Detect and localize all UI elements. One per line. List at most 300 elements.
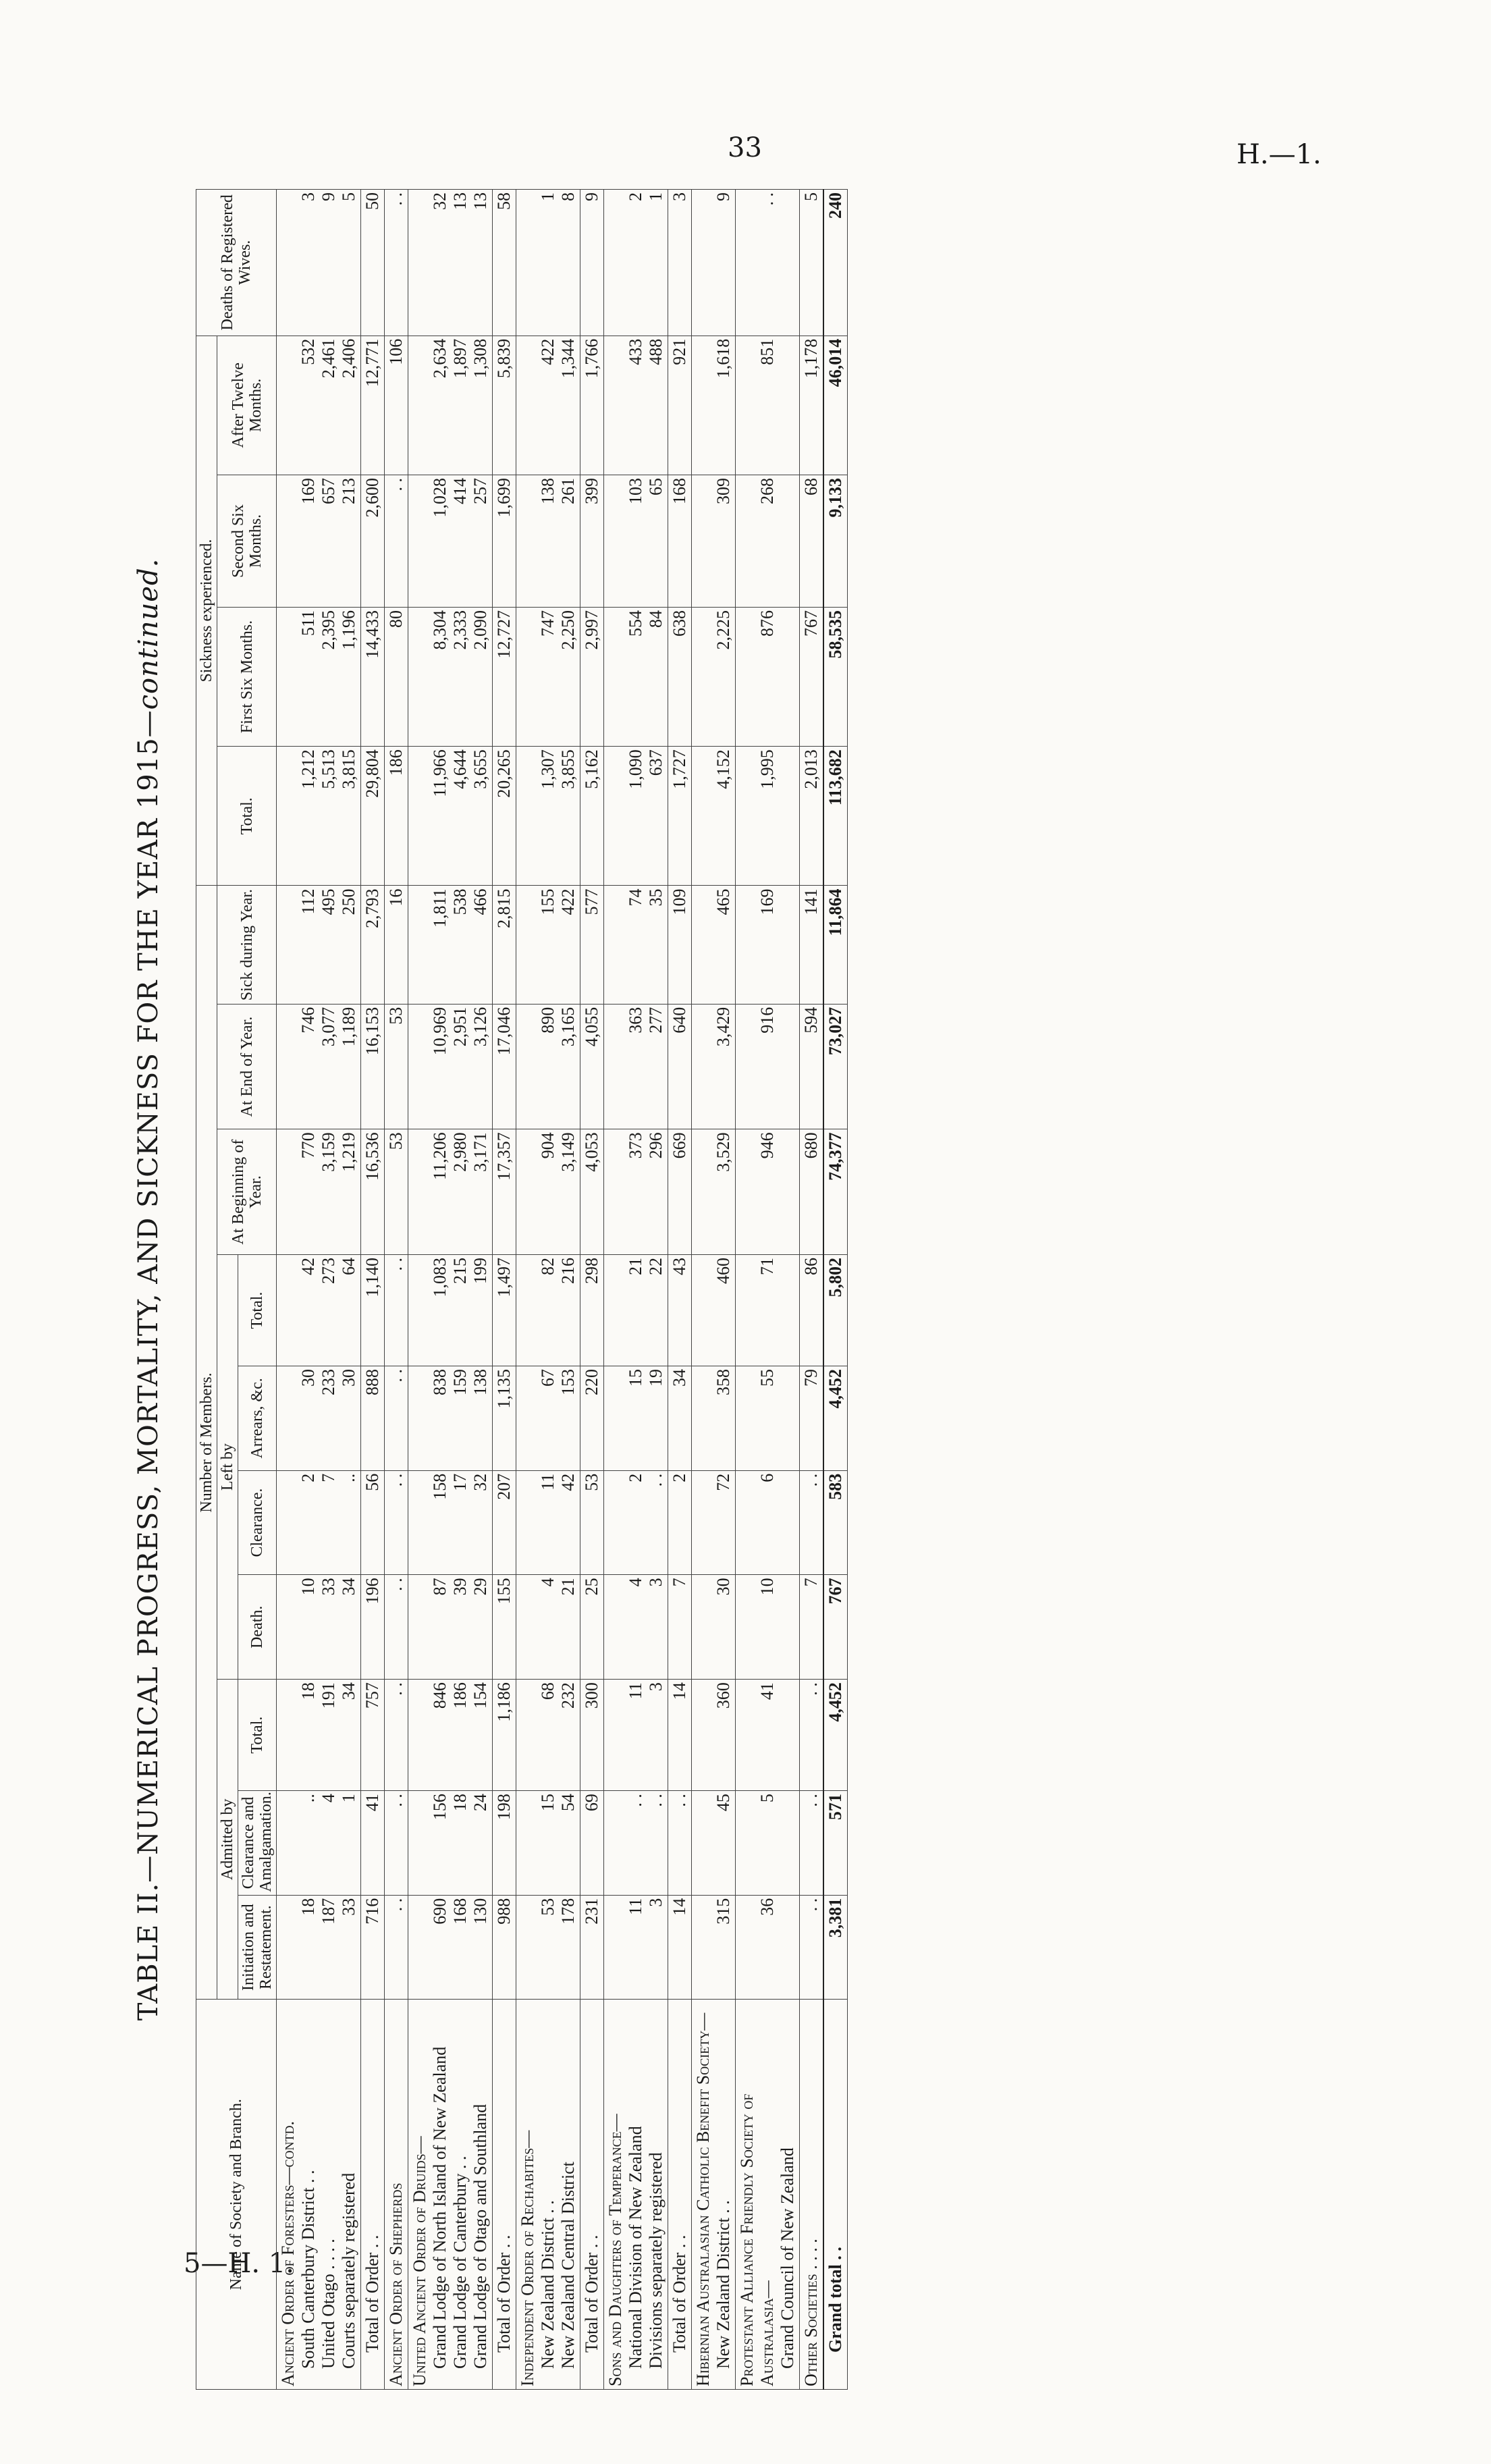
cell-after-twelve — [516, 336, 580, 475]
cell-admitted-total — [823, 1680, 848, 1791]
cell-death — [361, 1575, 385, 1680]
cell-arrears — [361, 1366, 385, 1471]
cell-admitted-total — [408, 1680, 493, 1791]
cell-value: 186 — [450, 1682, 470, 1709]
cell-value: 690 — [430, 1898, 450, 1925]
cell-value: 2,793 — [362, 888, 382, 928]
cell-value: 8 — [558, 192, 578, 201]
cell-clearance — [516, 1470, 580, 1575]
cell-value: 216 — [558, 1258, 578, 1285]
cell-at-end — [800, 1004, 824, 1129]
cell-value: 2 — [670, 1473, 689, 1482]
cell-value: 138 — [538, 478, 558, 505]
cell-death — [385, 1575, 408, 1680]
cell-left-total — [604, 1255, 668, 1366]
cell-value: 4,055 — [582, 1007, 601, 1047]
spacer — [737, 1369, 757, 1468]
cell-first-six — [604, 607, 668, 746]
cell-value: 1,497 — [494, 1258, 514, 1297]
cell-value: 1,219 — [339, 1132, 358, 1172]
spacer — [605, 1132, 626, 1252]
cell-value: 19 — [646, 1369, 666, 1387]
spacer — [410, 888, 430, 1000]
cell-after-twelve — [604, 336, 668, 475]
cell-value: 716 — [362, 1898, 382, 1925]
cell-at-end — [692, 1004, 736, 1129]
cell-death — [668, 1575, 692, 1680]
spacer — [410, 339, 430, 472]
statistics-table — [196, 189, 848, 2390]
cell-value: 17 — [450, 1473, 470, 1491]
cell-after-twelve — [493, 336, 516, 475]
cell-value: 3 — [646, 1578, 666, 1587]
cell-after-twelve — [277, 336, 361, 475]
cell-value: 888 — [362, 1369, 382, 1396]
cell-value: 640 — [670, 1007, 689, 1034]
table-row — [361, 190, 385, 2390]
cell-arrears — [580, 1366, 604, 1471]
spacer — [737, 1258, 757, 1363]
spacer — [693, 1682, 713, 1788]
cell-value: 106 — [386, 338, 406, 365]
cell-value: 1,189 — [339, 1007, 358, 1047]
header-arrears: Arrears, &c. — [238, 1366, 277, 1471]
cell-left-total — [493, 1255, 516, 1366]
cell-sick-total — [277, 747, 361, 886]
cell-after-twelve — [736, 336, 800, 475]
cell-value: 3,077 — [319, 1007, 338, 1047]
cell-at-end — [408, 1004, 493, 1129]
cell-deaths-wives — [361, 190, 385, 336]
cell-at-end — [516, 1004, 580, 1129]
cell-value: . . — [801, 1682, 821, 1696]
cell-value: . . — [801, 1794, 821, 1807]
spacer — [278, 478, 298, 604]
cell-death — [516, 1575, 580, 1680]
cell-initiation — [516, 1895, 580, 2000]
cell-value: 4 — [538, 1578, 558, 1587]
cell-death — [604, 1575, 668, 1680]
cell-clearance-amalg — [385, 1791, 408, 1896]
row-name-line: New Zealand District . . — [713, 2200, 733, 2369]
cell-at-beginning — [604, 1129, 668, 1255]
cell-value: 207 — [494, 1473, 514, 1500]
cell-value: 838 — [430, 1369, 450, 1396]
cell-value: 215 — [450, 1258, 470, 1285]
spacer — [278, 192, 298, 333]
spacer — [410, 610, 430, 743]
spacer — [605, 1258, 626, 1363]
sheet-reference: 5—H. 1. — [184, 2248, 294, 2279]
spacer — [518, 1898, 538, 1997]
cell-at-beginning — [668, 1129, 692, 1255]
cell-value: 11 — [626, 1682, 645, 1700]
cell-value: 71 — [757, 1258, 777, 1276]
cell-value: 18 — [298, 1898, 318, 1916]
cell-value: 74,377 — [825, 1132, 845, 1181]
cell-deaths-wives — [800, 190, 824, 336]
cell-value: 34 — [339, 1578, 358, 1596]
cell-value: 3,149 — [558, 1132, 578, 1172]
cell-left-total — [668, 1255, 692, 1366]
cell-value: 2 — [626, 1473, 645, 1482]
cell-value: 4 — [319, 1794, 338, 1803]
cell-value: 433 — [626, 338, 645, 365]
cell-second-six — [361, 475, 385, 608]
cell-value: 257 — [470, 478, 490, 505]
page-number: 33 — [728, 132, 762, 163]
cell-value: 1,766 — [582, 338, 601, 379]
cell-at-end — [736, 1004, 800, 1129]
cell-at-beginning — [516, 1129, 580, 1255]
cell-value: 32 — [470, 1473, 490, 1491]
cell-value: 130 — [470, 1898, 490, 1925]
cell-value: 169 — [298, 478, 318, 505]
cell-value: 17,357 — [494, 1132, 514, 1181]
cell-value: . . — [386, 478, 406, 491]
spacer — [737, 1474, 757, 1572]
cell-value: 946 — [757, 1132, 777, 1159]
cell-value: 46,014 — [825, 338, 845, 387]
cell-value: 186 — [386, 749, 406, 776]
spacer — [737, 1578, 757, 1676]
cell-value: 298 — [582, 1258, 601, 1285]
cell-at-beginning — [692, 1129, 736, 1255]
cell-death — [823, 1575, 848, 1680]
spacer — [693, 339, 713, 472]
cell-value: 154 — [470, 1682, 490, 1709]
header-name: Name of Society and Branch. — [196, 2000, 277, 2390]
row-name-line: Divisions separately registered — [646, 2152, 666, 2369]
table-row — [580, 190, 604, 2390]
cell-second-six — [493, 475, 516, 608]
cell-value: 2,090 — [470, 610, 490, 650]
cell-value: 11,864 — [825, 888, 845, 936]
spacer — [518, 1794, 538, 1892]
cell-value: 3,159 — [319, 1132, 338, 1172]
cell-value: . . — [801, 1898, 821, 1912]
cell-value: 2,395 — [319, 610, 338, 650]
cell-after-twelve — [408, 336, 493, 475]
cell-sick-during — [277, 886, 361, 1004]
cell-value: 921 — [670, 338, 689, 365]
header-sick-total: Total. — [217, 747, 277, 886]
cell-arrears — [408, 1366, 493, 1471]
spacer — [278, 1474, 298, 1572]
spacer — [518, 1132, 538, 1252]
cell-value: 87 — [430, 1578, 450, 1596]
cell-left-total — [408, 1255, 493, 1366]
cell-value: 41 — [362, 1794, 382, 1812]
cell-value: 1,699 — [494, 478, 514, 518]
cell-after-twelve — [668, 336, 692, 475]
cell-value: 3,429 — [713, 1007, 733, 1047]
cell-value: 10 — [757, 1578, 777, 1596]
cell-left-total — [361, 1255, 385, 1366]
cell-value: 488 — [646, 338, 666, 365]
cell-clearance — [823, 1470, 848, 1575]
cell-value: 11,206 — [430, 1132, 450, 1180]
spacer — [605, 478, 626, 604]
cell-value: 583 — [825, 1473, 845, 1500]
row-name-line: Grand Lodge of Otago and Southland — [470, 2104, 490, 2369]
spacer — [518, 478, 538, 604]
cell-deaths-wives — [604, 190, 668, 336]
spacer — [737, 478, 757, 604]
cell-value: 30 — [298, 1369, 318, 1387]
spacer — [605, 1682, 626, 1788]
cell-first-six — [516, 607, 580, 746]
cell-admitted-total — [692, 1680, 736, 1791]
cell-value: 1,307 — [538, 749, 558, 789]
cell-clearance-amalg — [668, 1791, 692, 1896]
cell-death — [493, 1575, 516, 1680]
cell-value: 2,951 — [450, 1007, 470, 1047]
spacer — [693, 1369, 713, 1468]
cell-value: 358 — [713, 1369, 733, 1396]
cell-value: 1,308 — [470, 338, 490, 379]
cell-at-end — [580, 1004, 604, 1129]
header-admitted-by: Admitted by — [217, 1680, 238, 2000]
cell-value: 5 — [757, 1794, 777, 1803]
cell-value: 20,265 — [494, 749, 514, 798]
row-name-line: New Zealand District . . — [538, 2200, 558, 2369]
cell-value: 178 — [558, 1898, 578, 1925]
cell-second-six — [516, 475, 580, 608]
cell-sick-during — [361, 886, 385, 1004]
spacer — [737, 1132, 757, 1252]
cell-value: 1,135 — [494, 1369, 514, 1409]
cell-value: 637 — [646, 749, 666, 776]
cell-value: 8,304 — [430, 610, 450, 650]
cell-value: 9 — [582, 192, 601, 201]
row-name-line: Grand total . . — [825, 2247, 845, 2353]
cell-value: 746 — [298, 1007, 318, 1034]
table-row — [692, 190, 736, 2390]
cell-deaths-wives — [668, 190, 692, 336]
cell-value: 851 — [757, 338, 777, 365]
cell-value: 1,028 — [430, 478, 450, 518]
row-name-line: Grand Lodge of North Island of New Zealand — [430, 2046, 450, 2369]
cell-value: . . — [801, 1473, 821, 1487]
cell-at-end — [823, 1004, 848, 1129]
cell-left-total — [277, 1255, 361, 1366]
cell-first-six — [800, 607, 824, 746]
cell-deaths-wives — [823, 190, 848, 336]
cell-sick-total — [493, 747, 516, 886]
cell-sick-during — [408, 886, 493, 1004]
cell-value: 4 — [626, 1578, 645, 1587]
spacer — [605, 749, 626, 882]
cell-value: 399 — [582, 478, 601, 505]
header-left-total: Total. — [238, 1255, 277, 1366]
cell-value: 15 — [538, 1794, 558, 1812]
cell-initiation — [668, 1895, 692, 2000]
cell-arrears — [736, 1366, 800, 1471]
cell-death — [408, 1575, 493, 1680]
cell-initiation — [277, 1895, 361, 2000]
cell-value: 5 — [801, 192, 821, 201]
cell-value: . . — [386, 1578, 406, 1591]
cell-second-six — [604, 475, 668, 608]
cell-value: 5,162 — [582, 749, 601, 789]
cell-value: 7 — [801, 1578, 821, 1587]
cell-clearance — [580, 1470, 604, 1575]
cell-sick-total — [408, 747, 493, 886]
spacer — [693, 478, 713, 604]
cell-value: 9 — [713, 192, 733, 201]
cell-death — [736, 1575, 800, 1680]
cell-value: 18 — [450, 1794, 470, 1812]
cell-value: 988 — [494, 1898, 514, 1925]
cell-value: 56 — [362, 1473, 382, 1491]
cell-second-six — [385, 475, 408, 608]
spacer — [278, 888, 298, 1000]
cell-value: 17,046 — [494, 1007, 514, 1056]
spacer — [518, 610, 538, 743]
cell-value: 50 — [362, 192, 382, 210]
spacer — [737, 1682, 757, 1788]
cell-value: 2,600 — [362, 478, 382, 518]
cell-value: 2,406 — [339, 338, 358, 379]
spacer — [737, 339, 757, 472]
cell-value: 34 — [670, 1369, 689, 1387]
cell-value: 250 — [339, 888, 358, 915]
row-name-cell — [800, 2000, 824, 2390]
cell-clearance-amalg — [493, 1791, 516, 1896]
row-name-cell — [361, 2000, 385, 2390]
row-name-cell — [516, 2000, 580, 2390]
cell-value: 2,980 — [450, 1132, 470, 1172]
cell-value: 53 — [582, 1473, 601, 1491]
cell-value: 53 — [538, 1898, 558, 1916]
cell-admitted-total — [516, 1680, 580, 1791]
spacer — [410, 749, 430, 882]
cell-clearance-amalg — [277, 1791, 361, 1896]
cell-value: 1,186 — [494, 1682, 514, 1722]
cell-value: 86 — [801, 1258, 821, 1276]
cell-value: 7 — [319, 1473, 338, 1482]
cell-death — [277, 1575, 361, 1680]
cell-value: 1 — [538, 192, 558, 201]
spacer — [278, 339, 298, 472]
cell-at-beginning — [385, 1129, 408, 1255]
cell-value: 191 — [319, 1682, 338, 1709]
spacer — [278, 1369, 298, 1468]
spacer — [693, 888, 713, 1000]
cell-arrears — [385, 1366, 408, 1471]
cell-clearance-amalg — [580, 1791, 604, 1896]
cell-clearance — [604, 1470, 668, 1575]
cell-value: 3,381 — [825, 1898, 845, 1938]
spacer — [278, 610, 298, 743]
table-row — [493, 190, 516, 2390]
spacer — [518, 1007, 538, 1127]
cell-value: 58,535 — [825, 610, 845, 659]
spacer — [518, 749, 538, 882]
cell-clearance-amalg — [736, 1791, 800, 1896]
spacer — [410, 192, 430, 333]
cell-sick-during — [823, 886, 848, 1004]
row-name-cell — [493, 2000, 516, 2390]
cell-deaths-wives — [692, 190, 736, 336]
table-row — [408, 190, 493, 2390]
row-name-cell — [408, 2000, 493, 2390]
cell-value: 554 — [626, 610, 645, 637]
spacer — [278, 1258, 298, 1363]
cell-value: .. — [298, 1794, 318, 1803]
row-name-line: South Canterbury District . . — [298, 2170, 318, 2369]
cell-value: 1,178 — [801, 338, 821, 379]
spacer — [518, 1369, 538, 1468]
cell-after-twelve — [580, 336, 604, 475]
cell-value: 2 — [298, 1473, 318, 1482]
cell-clearance — [736, 1470, 800, 1575]
cell-value: . . — [386, 1794, 406, 1807]
cell-value: 315 — [713, 1898, 733, 1925]
cell-value: 4,644 — [450, 749, 470, 789]
cell-value: . . — [386, 1369, 406, 1383]
spacer — [410, 1132, 430, 1252]
cell-value: 43 — [670, 1258, 689, 1276]
cell-value: 21 — [626, 1258, 645, 1276]
cell-second-six — [580, 475, 604, 608]
cell-value: 55 — [757, 1369, 777, 1387]
cell-arrears — [604, 1366, 668, 1471]
spacer — [605, 1794, 626, 1892]
cell-initiation — [408, 1895, 493, 2000]
cell-value: 1,727 — [670, 749, 689, 789]
cell-sick-total — [516, 747, 580, 886]
cell-arrears — [668, 1366, 692, 1471]
cell-value: 155 — [538, 888, 558, 915]
spacer — [737, 888, 757, 1000]
spacer — [278, 1682, 298, 1788]
header-left-by: Left by — [217, 1255, 238, 1680]
cell-value: 5,513 — [319, 749, 338, 789]
table-row — [277, 190, 361, 2390]
cell-sick-during — [668, 886, 692, 1004]
row-name-line: Sons and Daughters of Temperance— — [605, 2114, 625, 2386]
cell-at-beginning — [361, 1129, 385, 1255]
cell-value: 373 — [626, 1132, 645, 1159]
cell-value: 495 — [319, 888, 338, 915]
row-name-line: Ancient Order of Shepherds — [386, 2182, 406, 2386]
cell-after-twelve — [361, 336, 385, 475]
cell-value: 11,966 — [430, 749, 450, 797]
cell-at-end — [361, 1004, 385, 1129]
cell-first-six — [493, 607, 516, 746]
cell-value: 64 — [339, 1258, 358, 1276]
cell-second-six — [823, 475, 848, 608]
header-deaths-wives: Deaths of Registered Wives. — [196, 190, 277, 336]
cell-value: 3,529 — [713, 1132, 733, 1172]
cell-after-twelve — [800, 336, 824, 475]
row-name-cell — [604, 2000, 668, 2390]
cell-arrears — [516, 1366, 580, 1471]
cell-value: 18 — [298, 1682, 318, 1700]
cell-death — [800, 1575, 824, 1680]
cell-value: 3 — [298, 192, 318, 201]
cell-admitted-total — [385, 1680, 408, 1791]
row-name-line: Grand Lodge of Canterbury . . — [450, 2155, 470, 2369]
cell-left-total — [385, 1255, 408, 1366]
cell-clearance — [277, 1470, 361, 1575]
spacer — [605, 192, 626, 333]
cell-value: 213 — [339, 478, 358, 505]
cell-value: 2,634 — [430, 338, 450, 379]
cell-clearance-amalg — [604, 1791, 668, 1896]
